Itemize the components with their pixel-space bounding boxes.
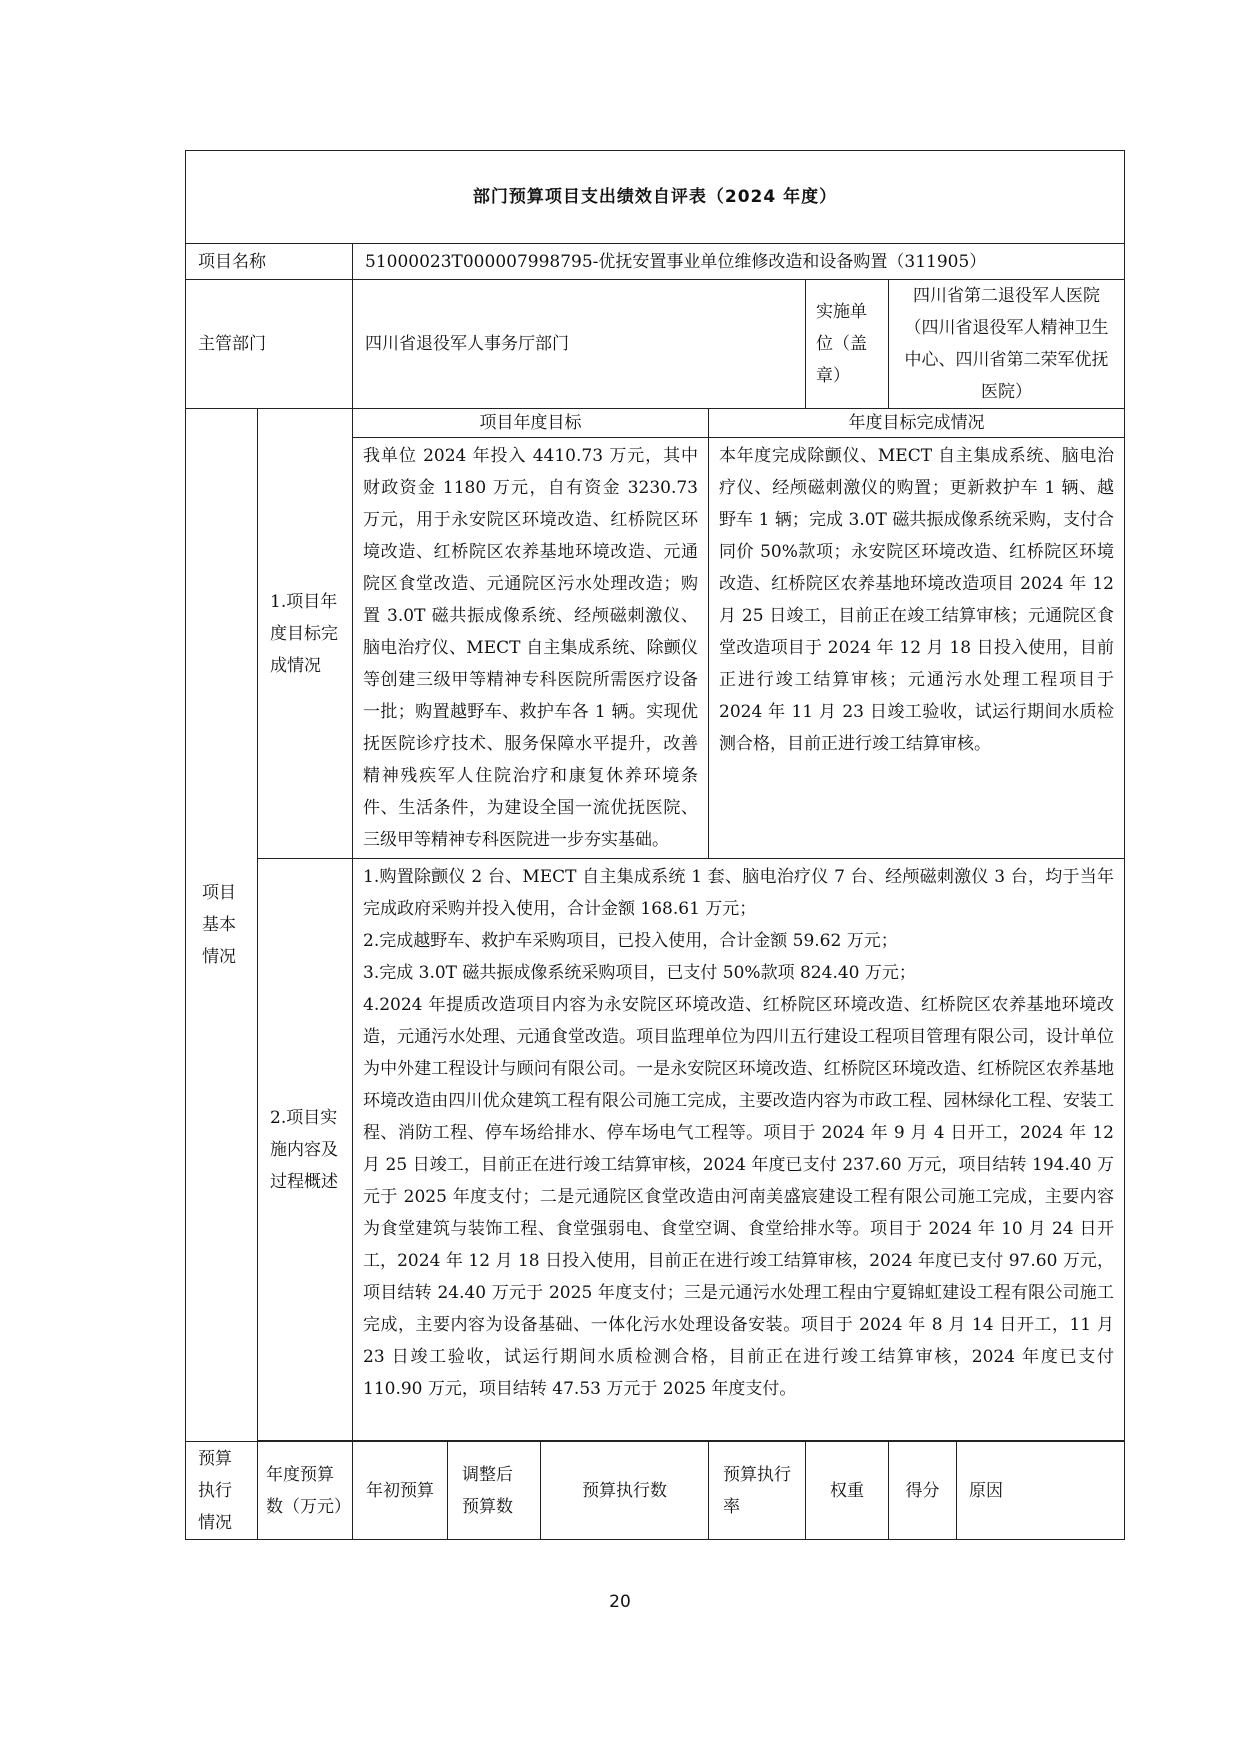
budget-header-initial: 年初预算 (353, 1442, 448, 1540)
completion-text: 本年度完成除颤仪、MECT 自主集成系统、脑电治疗仪、经颅磁刺激仪的购置；更新救护车 1 辆、越野车 1 辆；完成 3.0T 磁共振成像系统采购，支付合同价 50%款项；永安院区环境改造、红桥院区环境改造、红桥院区农养基地环境改造项目 2024 年 12 月 25 日竣工，目前正在竣工结算审核；元通院区食堂改造项目于 2024 年 12 月 18 日投入使用，目前正进行竣工结算审核；元通污水处理工程项目于 2024 年 11 月 23 日竣工验收，试运行期间水质检测合格，目前正进行竣工结算审核。 (709, 438, 1125, 859)
project-name-value: 51000023T000007998795-优抚安置事业单位维修改造和设备购置（311905） (353, 244, 1125, 280)
budget-header-weight: 权重 (806, 1442, 889, 1540)
goal-text: 我单位 2024 年投入 4410.73 万元，其中财政资金 1180 万元，自有资金 3230.73 万元，用于永安院区环境改造、红桥院区环境改造、红桥院区农养基地环境改造、元通院区食堂改造、元通院区污水处理改造；购置 3.0T 磁共振成像系统、经颅磁刺激仪、脑电治疗仪、MECT 自主集成系统、除颤仪等创建三级甲等精神专科医院所需医疗设备一批；购置越野车、救护车各 1 辆。实现优抚医院诊疗技术、服务保障水平提升，改善精神残疾军人住院治疗和康复休养环境条件、生活条件，为建设全国一流优抚医院、三级甲等精神专科医院进一步夯实基础。 (353, 438, 709, 859)
page-number: 20 (609, 1592, 631, 1612)
goal-header: 项目年度目标 (353, 409, 709, 438)
process-item: 3.完成 3.0T 磁共振成像系统采购项目，已支付 50%款项 824.40 万元； (363, 963, 916, 983)
budget-header-adjusted: 调整后预算数 (448, 1442, 541, 1540)
budget-header-annual: 年度预算数（万元） (258, 1442, 353, 1540)
budget-header-executed: 预算执行数 (541, 1442, 709, 1540)
implementing-unit-label: 实施单位（盖章） (806, 280, 889, 409)
budget-header-rate: 预算执行率 (709, 1442, 806, 1540)
completion-header: 年度目标完成情况 (709, 409, 1125, 438)
process-item: 2.完成越野车、救护车采购项目，已投入使用，合计金额 59.62 万元； (363, 931, 898, 951)
budget-header-score: 得分 (889, 1442, 957, 1540)
project-name-label: 项目名称 (186, 244, 353, 280)
page-title: 部门预算项目支出绩效自评表（2024 年度） (186, 151, 1125, 244)
budget-label: 预算执行情况 (186, 1442, 258, 1540)
department-label: 主管部门 (186, 280, 353, 409)
process-item: 4.2024 年提质改造项目内容为永安院区环境改造、红桥院区环境改造、红桥院区农养基地环境改造，元通污水处理、元通食堂改造。项目监理单位为四川五行建设工程项目管理有限公司，设计单位为中外建工程设计与顾问有限公司。一是永安院区环境改造、红桥院区环境改造、红桥院区农养基地环境改造由四川优众建筑工程有限公司施工完成，主要改造内容为市政工程、园林绿化工程、安装工程、消防工程、停车场给排水、停车场电气工程等。项目于 2024 年 9 月 4 日开工，2024 年 12 月 25 日竣工，目前正在进行竣工结算审核，2024 年度已支付 237.60 万元，项目结转 194.40 万元于 2025 年度支付；二是元通院区食堂改造由河南美盛宸建设工程有限公司施工完成，主要内容为食堂建筑与装饰工程、食堂强弱电、食堂空调、食堂给排水等。项目于 2024 年 10 月 24 日开工，2024 年 12 月 18 日投入使用，目前正在进行竣工结算审核，2024 年度已支付 97.60 万元，项目结转 24.40 万元于 2025 年度支付；三是元通污水处理工程由宁夏锦虹建设工程有限公司施工完成，主要内容为设备基础、一体化污水处理设备安装。项目于 2024 年 8 月 14 日开工，11 月 23 日竣工验收，试运行期间水质检测合格，目前正在进行竣工结算审核，2024 年度已支付 110.90 万元，项目结转 47.53 万元于 2025 年度支付。 (363, 995, 1114, 1399)
goal-section-label: 1.项目年度目标完成情况 (258, 409, 353, 859)
process-description (353, 859, 1125, 1441)
performance-table (185, 150, 1125, 1540)
department-value: 四川省退役军人事务厅部门 (353, 280, 806, 409)
process-section-label: 2.项目实施内容及过程概述 (258, 859, 353, 1441)
basic-info-label: 项目基本情况 (186, 409, 258, 1442)
implementing-unit-value: 四川省第二退役军人医院（四川省退役军人精神卫生中心、四川省第二荣军优抚医院） (889, 280, 1125, 409)
process-item: 1.购置除颤仪 2 台、MECT 自主集成系统 1 套、脑电治疗仪 7 台、经颅磁刺激仪 3 台，均于当年完成政府采购并投入使用，合计金额 168.61 万元； (363, 867, 1114, 919)
budget-header-reason: 原因 (957, 1442, 1125, 1540)
